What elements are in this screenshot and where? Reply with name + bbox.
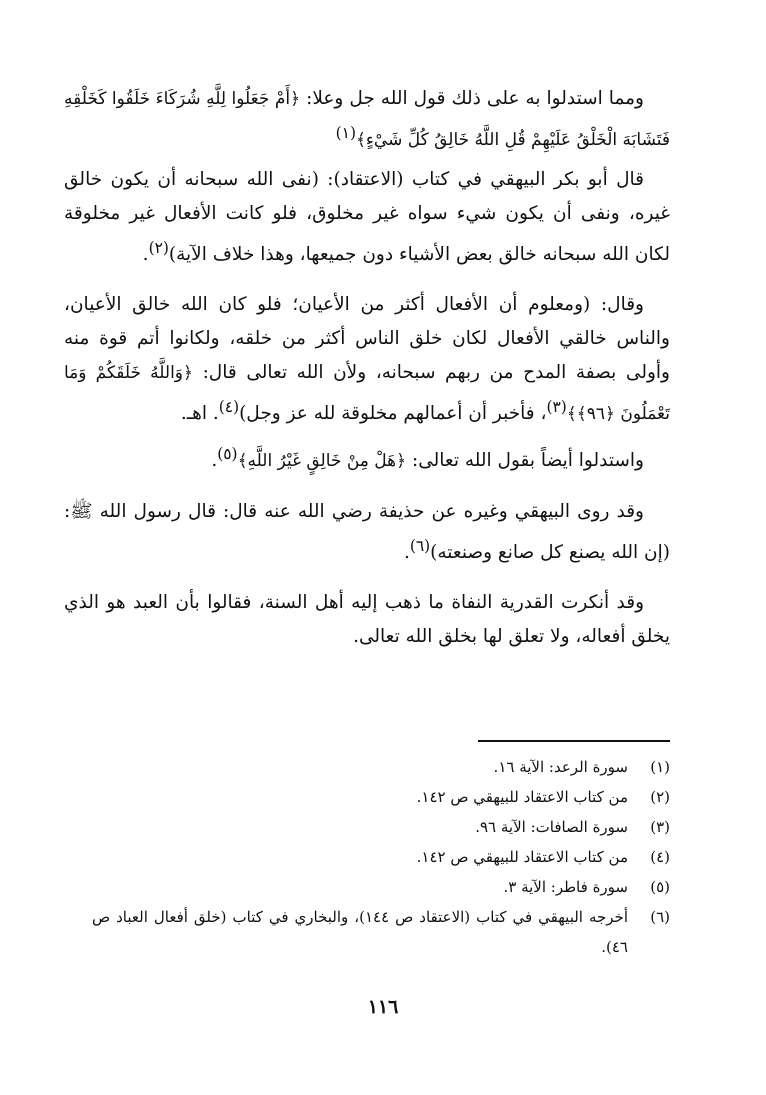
footnote: [92, 842, 670, 872]
footnote-text: سورة الرعد: الآية ١٦.: [493, 758, 628, 776]
footnote-ref: (١): [335, 124, 356, 142]
quran-verse: ﴿أَمْ جَعَلُوا لِلَّهِ شُرَكَاءَ خَلَقُوا كَخَلْقِهِ فَتَشَابَهَ الْخَلْقُ عَلَيْهِمْ قُلِ اللَّهُ خَالِقُ كُلِّ شَيْءٍ﴾: [64, 89, 670, 151]
quran-verse: ﴿هَلْ مِنْ خَالِقٍ غَيْرُ اللَّهِ﴾: [237, 451, 407, 472]
footnote: [92, 782, 670, 812]
footnote: [92, 872, 670, 902]
footnote-ref: (٢): [148, 239, 169, 258]
paragraph-2: قال أبو بكر البيهقي في كتاب (الاعتقاد): (نفى الله سبحانه أن يكون خالق غيره، ونفى أن يكون شيء سواه غير مخلوق، فلو كانت الأفعال غير مخلوقة لكان الله سبحانه خالق بعض الأشياء دون جميعها، وهذا خلاف الآية)$^{(٢)}$.: [64, 169, 670, 266]
quran-verse: ﴿وَاللَّهُ خَلَقَكُمْ وَمَا تَعْمَلُونَ ﴿٩٦﴾﴾: [64, 363, 670, 425]
footnote-ref: (٤): [218, 398, 240, 417]
footnote: [92, 902, 670, 962]
footnote-ref: (٦): [409, 536, 431, 555]
footnote-number: (٥): [650, 878, 670, 896]
main-text: [64, 82, 670, 670]
footnote-number: (٤): [650, 848, 670, 866]
footnote-number: (٣): [650, 818, 670, 836]
footnote-number: (١): [650, 758, 670, 776]
footnote-number: (٦): [650, 908, 670, 926]
footnote-text: سورة الصافات: الآية ٩٦.: [475, 818, 628, 836]
paragraph-5: وقد روى البيهقي وغيره عن حذيفة رضي الله عنه قال: قال رسول الله ﷺ: (إن الله يصنع كل صانع وصنعته)$^{(٦)}$.: [64, 500, 670, 563]
footnote-text: من كتاب الاعتقاد للبيهقي ص ١٤٢.: [416, 848, 628, 866]
footnote-ref: (٥): [217, 445, 238, 464]
footnote: [92, 812, 670, 842]
footnote-number: (٢): [650, 788, 670, 806]
footnote-text: سورة فاطر: الآية ٣.: [503, 878, 628, 896]
paragraph-6: وقد أنكرت القدرية النفاة ما ذهب إليه أهل السنة، فقالوا بأن العبد هو الذي يخلق أفعاله، ولا تعلق لها بخلق الله تعالى.: [64, 591, 670, 647]
paragraph-4: واستدلوا أيضاً بقول الله تعالى: ﴿هَلْ مِنْ خَالِقٍ غَيْرُ اللَّهِ﴾$^{(٥)}$.: [211, 445, 644, 472]
footnote: [92, 752, 670, 782]
paragraph-3: وقال: (ومعلوم أن الأفعال أكثر من الأعيان؛ فلو كان الله خالق الأعيان، والناس خالقي الأفعال لكان خلق الناس أكثر من خلقه، ولكانوا أتم قوة منه وأولى بصفة المدح من ربهم سبحانه، ولأن الله تعالى قال: ﴿وَاللَّهُ خَلَقَكُمْ وَمَا تَعْمَلُونَ ﴿٩٦﴾﴾$^{(٣)}$، فأخبر أن أعمالهم مخلوقة لله عز وجل)$^{(٤)}$. اهـ.: [64, 294, 670, 425]
footnote-text: أخرجه البيهقي في كتاب (الاعتقاد ص ١٤٤)، والبخاري في كتاب (خلق أفعال العباد ص ٤٦).: [92, 908, 628, 956]
footnote-divider: [478, 740, 670, 742]
footnotes: [92, 752, 670, 962]
footnote-ref: (٣): [546, 398, 567, 417]
paragraph-1: ومما استدلوا به على ذلك قول الله جل وعلا: ﴿أَمْ جَعَلُوا لِلَّهِ شُرَكَاءَ خَلَقُوا كَخَلْقِهِ فَتَشَابَهَ الْخَلْقُ عَلَيْهِمْ قُلِ اللَّهُ خَالِقُ كُلِّ شَيْءٍ﴾$^{(١)}$: [64, 88, 670, 151]
footnote-text: من كتاب الاعتقاد للبيهقي ص ١٤٢.: [416, 788, 628, 806]
page-number: ١١٦: [367, 996, 399, 1018]
